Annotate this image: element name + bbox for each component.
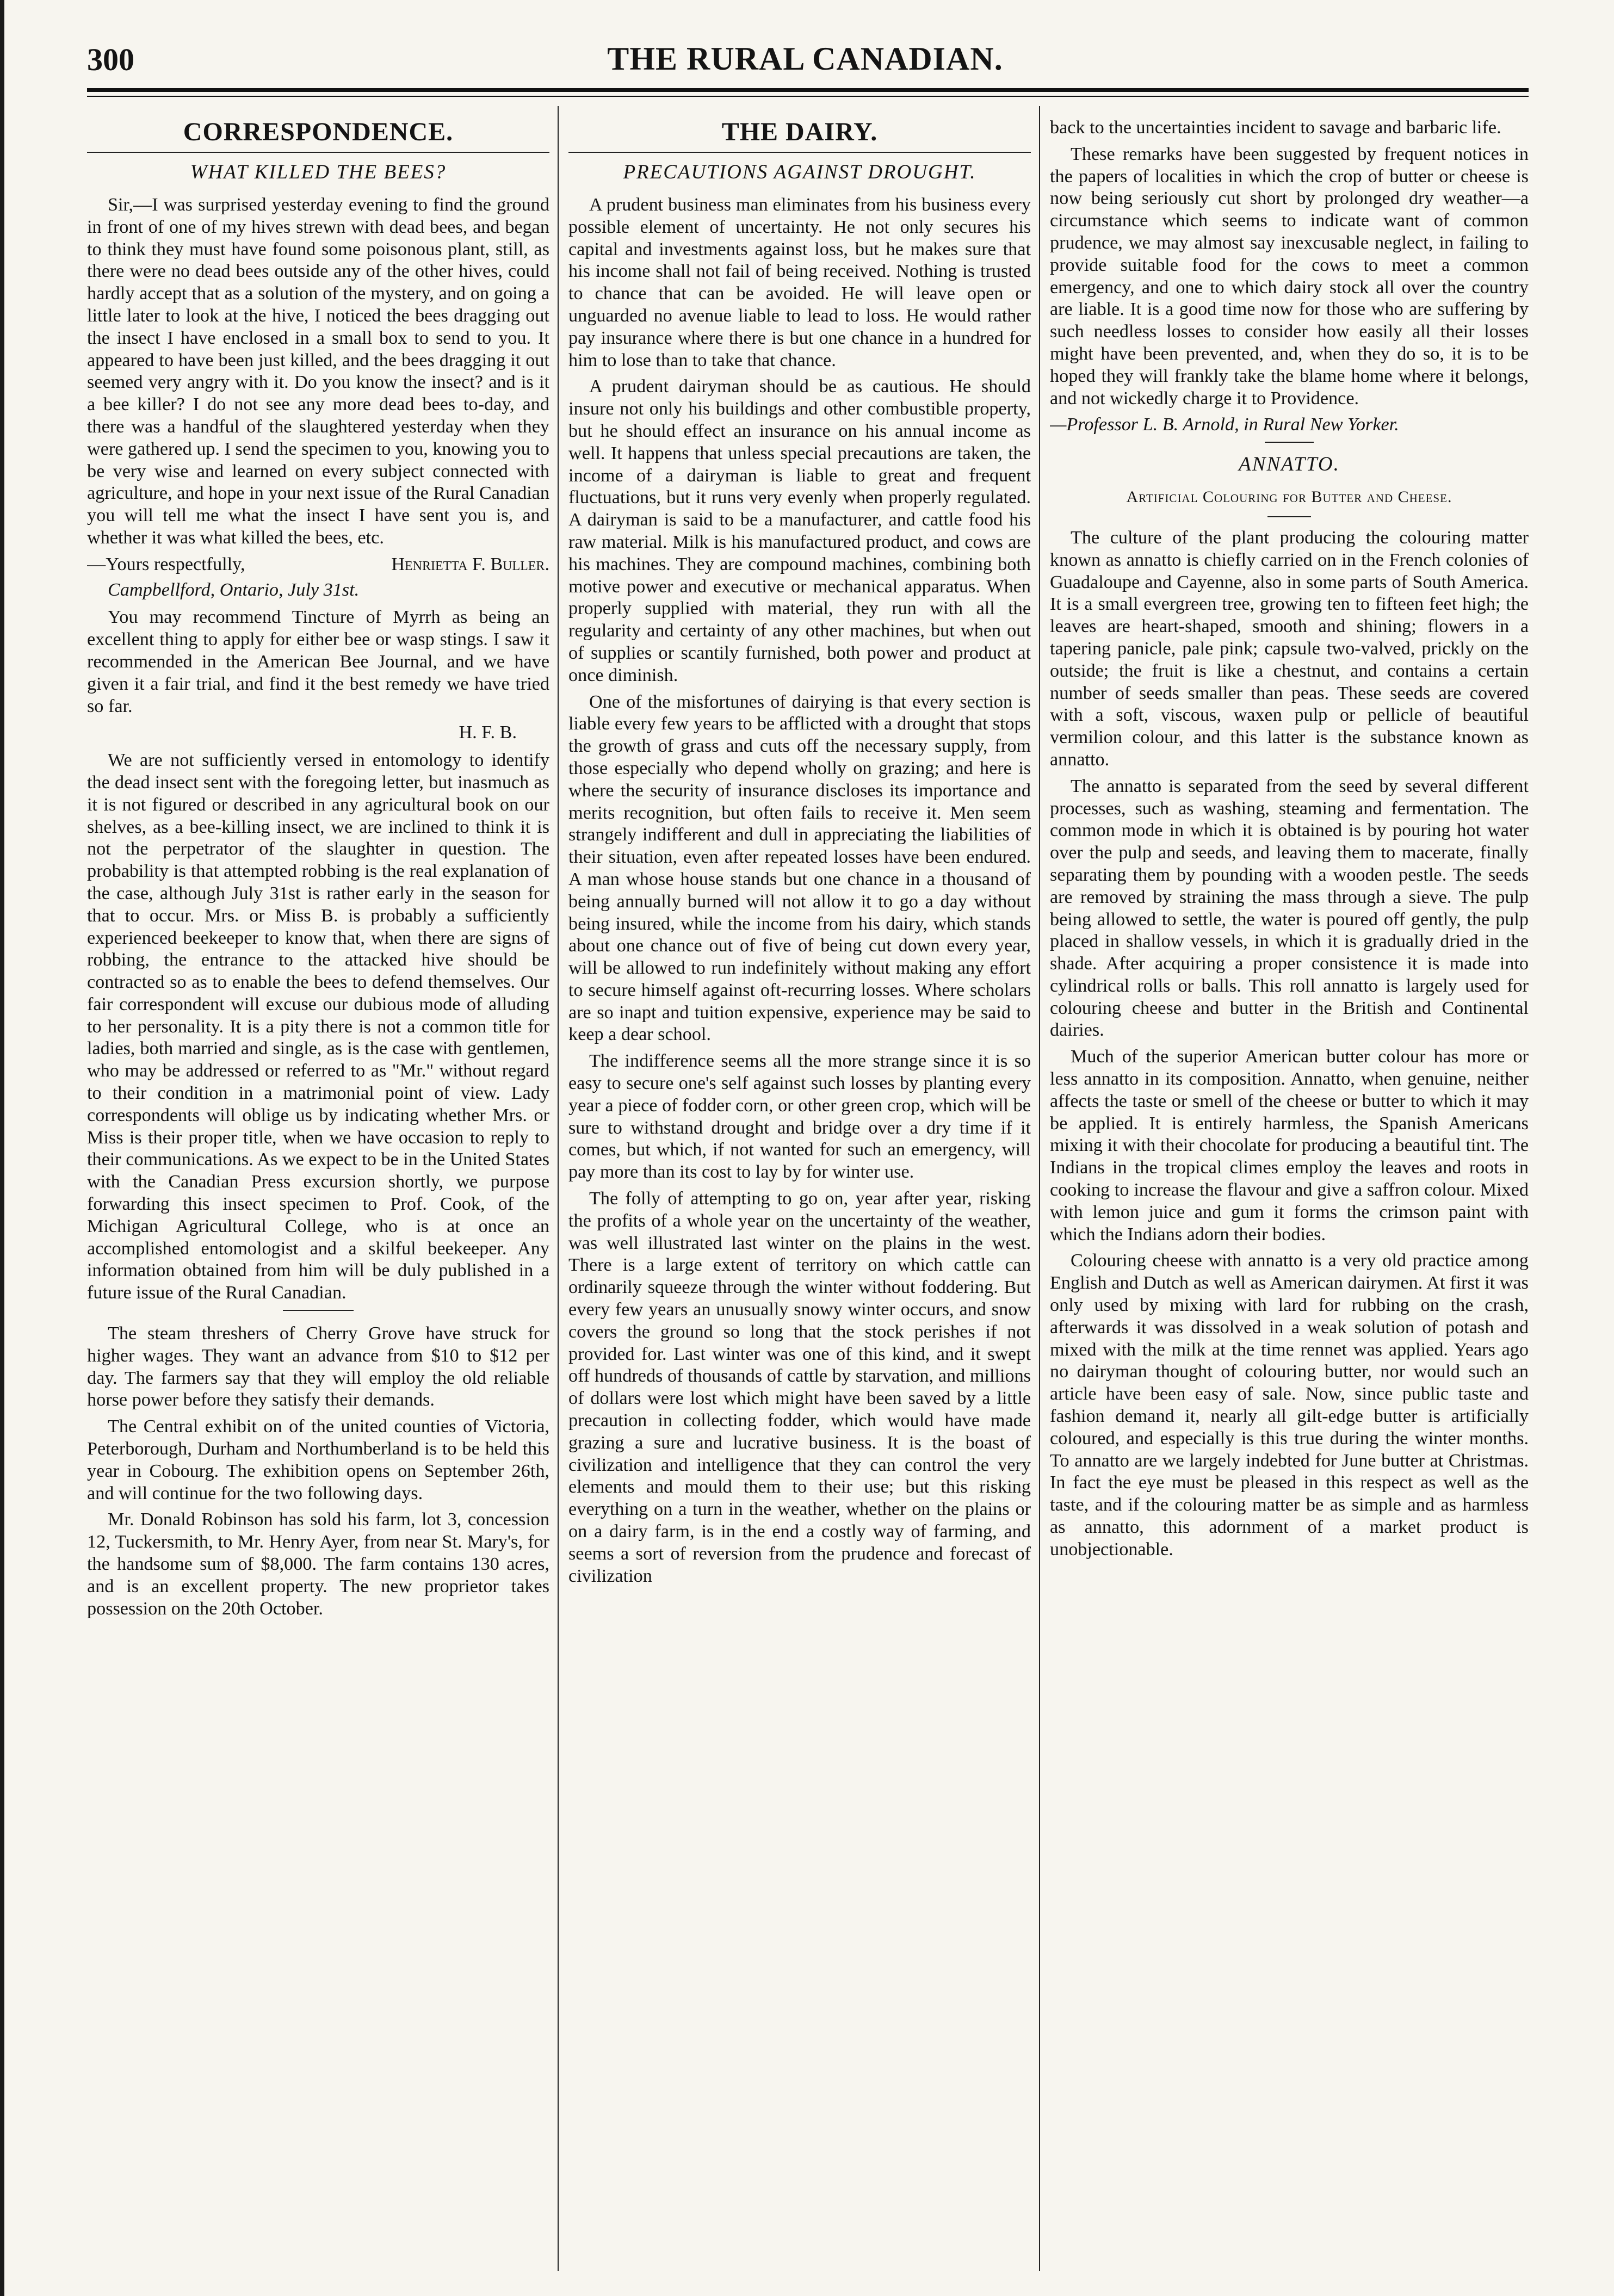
letter-paragraph: Sir,—I was surprised yesterday evening to find the ground in front of one of my hives strewn with dead bees, and began to think they must have found some poisonous plant, still, as there were no dead bees outside any of the other hives, could hardly accept that as a solution of the mystery, and on going a little later to look at the hive, I noticed the bees dragging out the insect I have enclosed in a small box to send to you. It appeared to have been just killed, and the bees dragging it out seemed very angry with it. Do you know the insect? and is it a bee killer? I do not see any more dead bees to-day, and there was a handful of the slaughtered yesterday when they were gathered up. I send the specimen to you, knowing you to be very wise and learned on every subject connected with agriculture, and hope in your next issue of the Rural Canadian you will tell me what the insect I have sent you is, and whether it was what killed the bees, etc. xyxy=(87,195,549,548)
article-title-bees: WHAT KILLED THE BEES? xyxy=(190,161,447,183)
dairy-paragraph-5: The folly of attempting to go on, year after year, risking the profits of a whole year on the uncertainty of the weather, was well illustrated last winter on the plains in the west. There is a large extent of territory on which cattle can ordinarily squeeze through the winter without foddering. But every few years an unusually snowy winter occurs, and snow covers the ground so long that the stock perishes if not provided for. Last winter was one of this kind, and it swept off hundreds of thousands of cattle by starvation, and millions of dollars were lost which might have been saved by a little precaution in collecting fodder, which would have made grazing a sure and lucrative business. It is the boast of civilization and intelligence that they can control the very elements and mould them to their use; but this risking everything on a turn in the weather, whether on the plains or on a dairy farm, is in the end a costly way of farming, and seems a sort of reversion from the prudence and forecast of civilization xyxy=(568,1189,1031,1586)
news-farm-sale: Mr. Donald Robinson has sold his farm, lot 3, concession 12, Tuckersmith, to Mr. Henry Ayer, from near St. Mary's, for the handsome sum of $8,000. The farm contains 130 acres, and is an excellent property. The new proprietor takes possession on the 20th October. xyxy=(87,1509,549,1619)
remarks-paragraph: These remarks have been suggested by frequent notices in the papers of localities in which the crop of butter or cheese is now being seriously cut short by prolonged dry weather—a circumstance which seems to indicate want of common prudence, we may almost say inexcusable neglect, in failing to provide suitable food for the cows to meet a common emergency, and one to which dairy stock all over the country are liable. It is a good time now for those who are suffering by such needless losses to consider how easily all their losses might have been prevented, and, when they do so, it is to be hoped they will frankly take the blame home where it belongs, and not wickedly charge it to Providence. xyxy=(1050,144,1529,409)
page-number: 300 xyxy=(87,42,134,77)
annatto-paragraph-3: Much of the superior American butter colour has more or less annatto in its composition. Annatto, when genuine, neither affects the taste or smell of the cheese or butter to which it may be applied. It is entirely harmless, the Spanish Americans mixing it with their chocolate for producing a beautiful tint. The Indians in the tropical climes employ the leaves and roots in cooking to increase the flavour and give a saffron colour. Mixed with lemon juice and gum it forms the crimson paint with which the Indians adorn their bodies. xyxy=(1050,1047,1529,1245)
divider-rule xyxy=(283,1310,354,1311)
signature-name: Henrietta F. Buller. xyxy=(391,554,549,574)
divider-rule xyxy=(1267,516,1311,517)
column-correspondence xyxy=(87,117,549,2266)
dairy-paragraph-4: The indifference seems all the more strange since it is so easy to secure one's self against such losses by planting every year a piece of fodder corn, or other green crop, which will be sure to withstand drought and bridge over a dry time if it comes, but which, if not wanted for such an emergency, will pay more than its cost to lay by for winter use. xyxy=(568,1051,1031,1183)
header-rule-thick xyxy=(87,88,1529,92)
dairy-paragraph-2: A prudent dairyman should be as cautious. He should insure not only his buildings and other combustible property, but he should effect an insurance on his annual income as well. It happens that unless special precautions are taken, the income of a dairyman is liable to great and frequent fluctuations, but it runs very evenly when properly regulated. A dairyman is said to be a manufacturer, and cattle food his raw material. Milk is his manufactured product, and cows are his machines. They are compound machines, combining both motive power and executive or mechanical apparatus. When properly supplied with material, they run with all the regularity and certainty of any other machines, but when out of supplies or scantily furnished, both power and product at once diminish. xyxy=(568,376,1031,685)
signature-closing: —Yours respectfully, xyxy=(87,554,245,574)
masthead: THE RURAL CANADIAN. xyxy=(607,41,1003,77)
page-header xyxy=(82,33,1529,82)
section-heading-dairy: THE DAIRY. xyxy=(721,117,878,146)
dairy-paragraph-1: A prudent business man eliminates from his business every possible element of uncertainty. He not only secures his capital and investments against loss, but he makes sure that his income shall not fail of being received. Nothing is trusted to chance that can be avoided. He will leave open or unguarded no avenue liable to lead to loss. He would rather pay insurance where there is but one chance in a hundred for him to lose than to take that chance. xyxy=(568,195,1031,370)
letter-dateline: Campbellford, Ontario, July 31st. xyxy=(108,579,360,600)
section-heading-correspondence: CORRESPONDENCE. xyxy=(183,117,454,146)
section-rule xyxy=(568,152,1031,153)
news-exhibition: The Central exhibit on of the united counties of Victoria, Peterborough, Durham and Northumberland is to be held this year in Cobourg. The exhibition opens on September 26th, and will continue for the two following days. xyxy=(87,1416,549,1503)
article-attribution: —Professor L. B. Arnold, in Rural New Yorker. xyxy=(1050,414,1399,435)
editor-reply-paragraph: We are not sufficiently versed in entomology to identify the dead insect sent with the foregoing letter, but inasmuch as it is not figured or described in any agricultural book on our shelves, as a bee-killing insect, we are inclined to think it is not the perpetrator of the slaughter in question. The probability is that attempted robbing is the real explanation of the case, although July 31st is rather early in the season for that to occur. Mrs. or Miss B. is probably a sufficiently experienced beekeeper to know that, when there are signs of robbing, the entrance to the attacked hive should be contracted so as to enable the bees to defend themselves. Our fair correspondent will excuse our dubious mode of alluding to her personality. It is a pity there is not a common title for ladies, both married and single, as is the case with gentlemen, who may be addressed or referred to as "Mr." without regard to their condition in a matrimonial point of view. Lady correspondents will oblige us by indicating whether Mrs. or Miss is their proper title, when we have occasion to reply to their communications. As we expect to be in the United States with the Canadian Press excursion shortly, we purpose forwarding this insect specimen to Prof. Cook, of the Michigan Agricultural College, who is at once an accomplished entomologist and a skilful beekeeper. Any information obtained from him will be duly published in a future issue of the Rural Canadian. xyxy=(87,750,549,1303)
news-threshers: The steam threshers of Cherry Grove have struck for higher wages. They want an advance from $10 to $12 per day. The farmers say that they will employ the old reliable horse power before they satisfy their demands. xyxy=(87,1323,549,1410)
letter-signature xyxy=(87,554,549,576)
section-rule xyxy=(87,152,549,153)
page-edge-bar xyxy=(0,0,4,2296)
column-divider-2 xyxy=(1039,106,1040,2271)
initials-signature: H. F. B. xyxy=(459,722,517,743)
header-rule-thin xyxy=(87,96,1529,97)
dairy-paragraph-3: One of the misfortunes of dairying is that every section is liable every few years to be afflicted with a drought that stops the growth of grass and cuts off the necessary supply, from those especially who depend wholly on grazing; and here is where the security of insurance discloses its importance and merits recognition, but often fails to receive it. Men seem strangely indifferent and dull in appreciating the liabilities of their situation, even after repeated losses have been endured. A man whose house stands but one chance in a thousand of being annually burned will not allow it to go a day without being insured, while the income from his dairy, which stands about one chance out of five of being cut down every year, will be allowed to run indefinitely without making any effort to secure himself against oft-recurring losses. Where scholars are so inapt and tuition expensive, experience may be said to keep a dear school. xyxy=(568,691,1031,1045)
divider-rule xyxy=(1265,442,1314,443)
continued-paragraph: back to the uncertainties incident to savage and barbaric life. xyxy=(1050,117,1501,138)
column-dairy xyxy=(568,117,1031,2266)
article-title-drought: PRECAUTIONS AGAINST DROUGHT. xyxy=(623,161,976,183)
column-continued-annatto xyxy=(1050,117,1529,2266)
annatto-paragraph-4: Colouring cheese with annatto is a very old practice among English and Dutch as well as American dairymen. At first it was only used by mixing with lard for rubbing on the crash, afterwards it was dissolved in a weak solution of potash and mixed with the milk at the time rennet was applied. Years ago no dairyman thought of colouring butter, nor would such an article have been easy of sale. Now, since public taste and fashion demand it, nearly all gilt-edge butter is artificially coloured, and especially is this true during the winter months. To annatto are we largely indebted for June butter at Christmas. In fact the eye must be pleased in this respect as well as the taste, and if the colouring matter be as simple and as harmless as annatto, this adornment of a market product is unobjectionable. xyxy=(1050,1251,1529,1559)
annatto-paragraph-1: The culture of the plant producing the colouring matter known as annatto is chiefly carried on in the French colonies of Guadaloupe and Cayenne, also in some parts of South America. It is a small evergreen tree, growing ten to fifteen feet high; the leaves are heart-shaped, smooth and shining; flowers in a tapering panicle, pale pink; capsule two-valved, prickly on the outside; the fruit is like a chestnut, and contains a certain number of seeds smaller than peas. These seeds are covered with a soft, viscous, waxen pulp or pellicle of beautiful vermilion colour, and this latter is the substance known as annatto. xyxy=(1050,527,1529,770)
column-divider-1 xyxy=(558,106,559,2271)
article-subtitle-annatto: Artificial Colouring for Butter and Cheese. xyxy=(1126,488,1452,506)
article-title-annatto: ANNATTO. xyxy=(1239,453,1340,476)
annatto-paragraph-2: The annatto is separated from the seed by several different processes, such as washing, steaming and fermentation. The common mode in which it is obtained is by pouring hot water over the pulp and seeds, and leaving them to macerate, finally separating them by pounding with a wooden pestle. The seeds are removed by straining the mass through a sieve. The pulp being allowed to settle, the water is poured off gently, the pulp placed in shallow vessels, in which it is gradually dried in the shade. After acquiring a proper consistence it is made into cylindrical rolls or balls. This roll annatto is largely used for colouring cheese and butter in the British and Continental dairies. xyxy=(1050,776,1529,1041)
remedy-paragraph: You may recommend Tincture of Myrrh as being an excellent thing to apply for either bee or wasp stings. I saw it recommended in the American Bee Journal, and we have given it a fair trial, and find it the best remedy we have tried so far. xyxy=(87,607,549,716)
